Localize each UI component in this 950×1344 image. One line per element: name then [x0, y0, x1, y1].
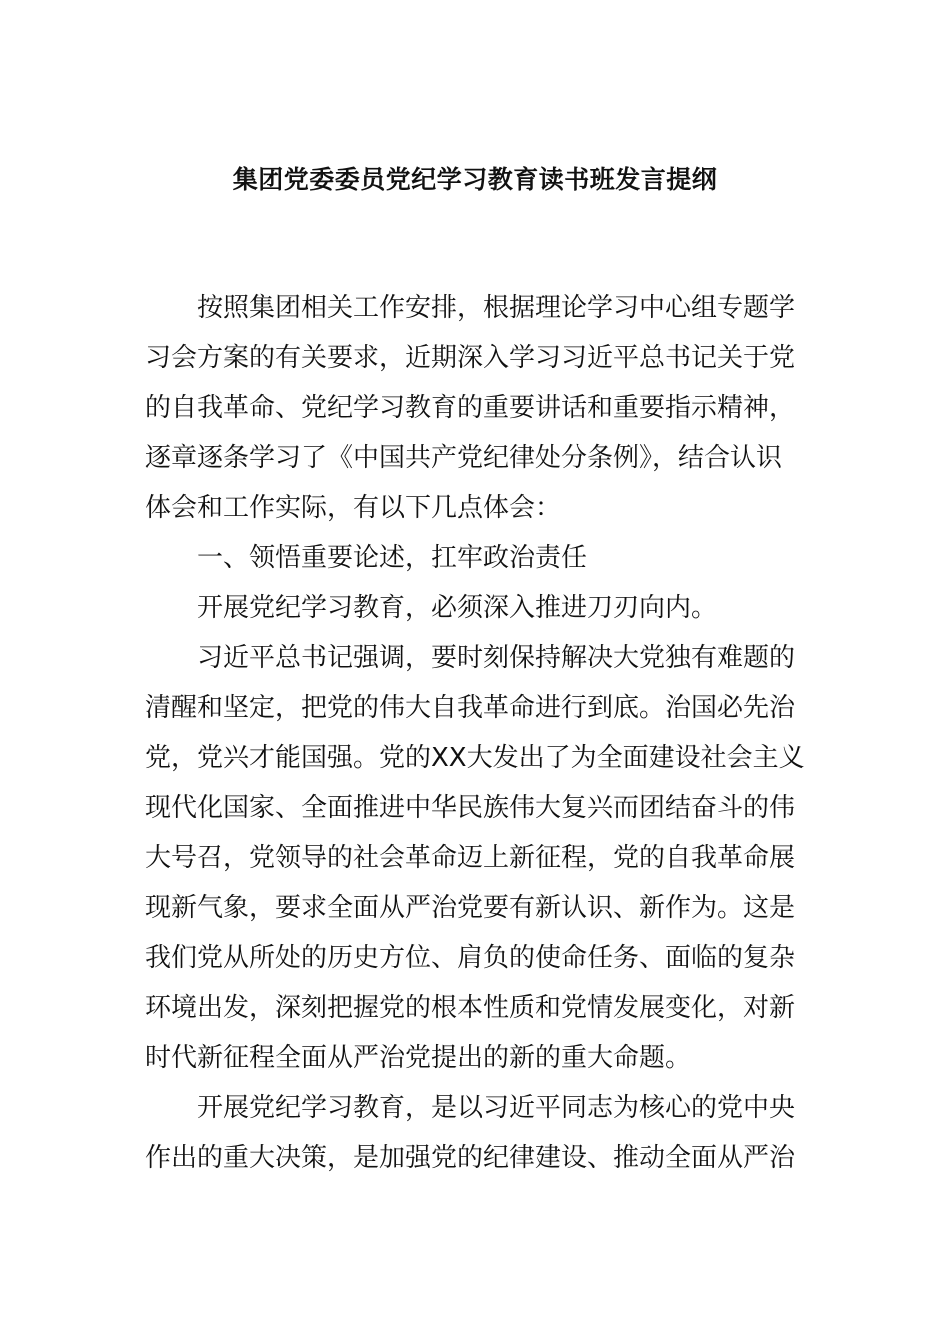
paragraph-line: 按照集团相关工作安排，根据理论学习中心组专题学 [197, 293, 796, 323]
paragraph-line: 的自我革命、党纪学习教育的重要讲话和重要指示精神， [145, 393, 796, 423]
paragraph-line: 开展党纪学习教育，必须深入推进刀刃向内。 [197, 593, 718, 623]
paragraph-line: 现新气象，要求全面从严治党要有新认识、新作为。这是 [145, 893, 796, 923]
paragraph-line: 清醒和坚定，把党的伟大自我革命进行到底。治国必先治 [145, 693, 796, 723]
section-heading-text: 一、领悟重要论述，扛牢政治责任 [197, 543, 588, 573]
paragraph-line: 开展党纪学习教育，是以习近平同志为核心的党中央 [197, 1093, 796, 1123]
paragraph-line: 体会和工作实际，有以下几点体会： [145, 493, 562, 523]
paragraph-line: 环境出发，深刻把握党的根本性质和党情发展变化，对新 [145, 993, 796, 1023]
document-title: 集团党委委员党纪学习教育读书班发言提纲 [232, 165, 718, 194]
paragraph-closing [145, 1083, 810, 1183]
paragraph-line: 现代化国家、全面推进中华民族伟大复兴而团结奋斗的伟 [145, 793, 796, 823]
paragraph-lead [145, 583, 810, 633]
paragraph-line: 党，党兴才能国强。党的XX大发出了为全面建设社会主义 [145, 743, 805, 773]
paragraph-line: 作出的重大决策，是加强党的纪律建设、推动全面从严治 [145, 1143, 796, 1173]
paragraph-line: 逐章逐条学习了《中国共产党纪律处分条例》，结合认识 [145, 443, 783, 473]
paragraph-line: 我们党从所处的历史方位、肩负的使命任务、面临的复杂 [145, 943, 796, 973]
paragraph-line: 习会方案的有关要求，近期深入学习习近平总书记关于党 [145, 343, 796, 373]
paragraph-line: 大号召，党领导的社会革命迈上新征程，党的自我革命展 [145, 843, 796, 873]
section-heading [145, 533, 810, 583]
paragraph-intro [145, 283, 810, 533]
document-body [145, 283, 810, 1183]
paragraph-line: 时代新征程全面从严治党提出的新的重大命题。 [145, 1043, 692, 1073]
paragraph-main [145, 633, 810, 1083]
paragraph-line: 习近平总书记强调，要时刻保持解决大党独有难题的 [197, 643, 796, 673]
